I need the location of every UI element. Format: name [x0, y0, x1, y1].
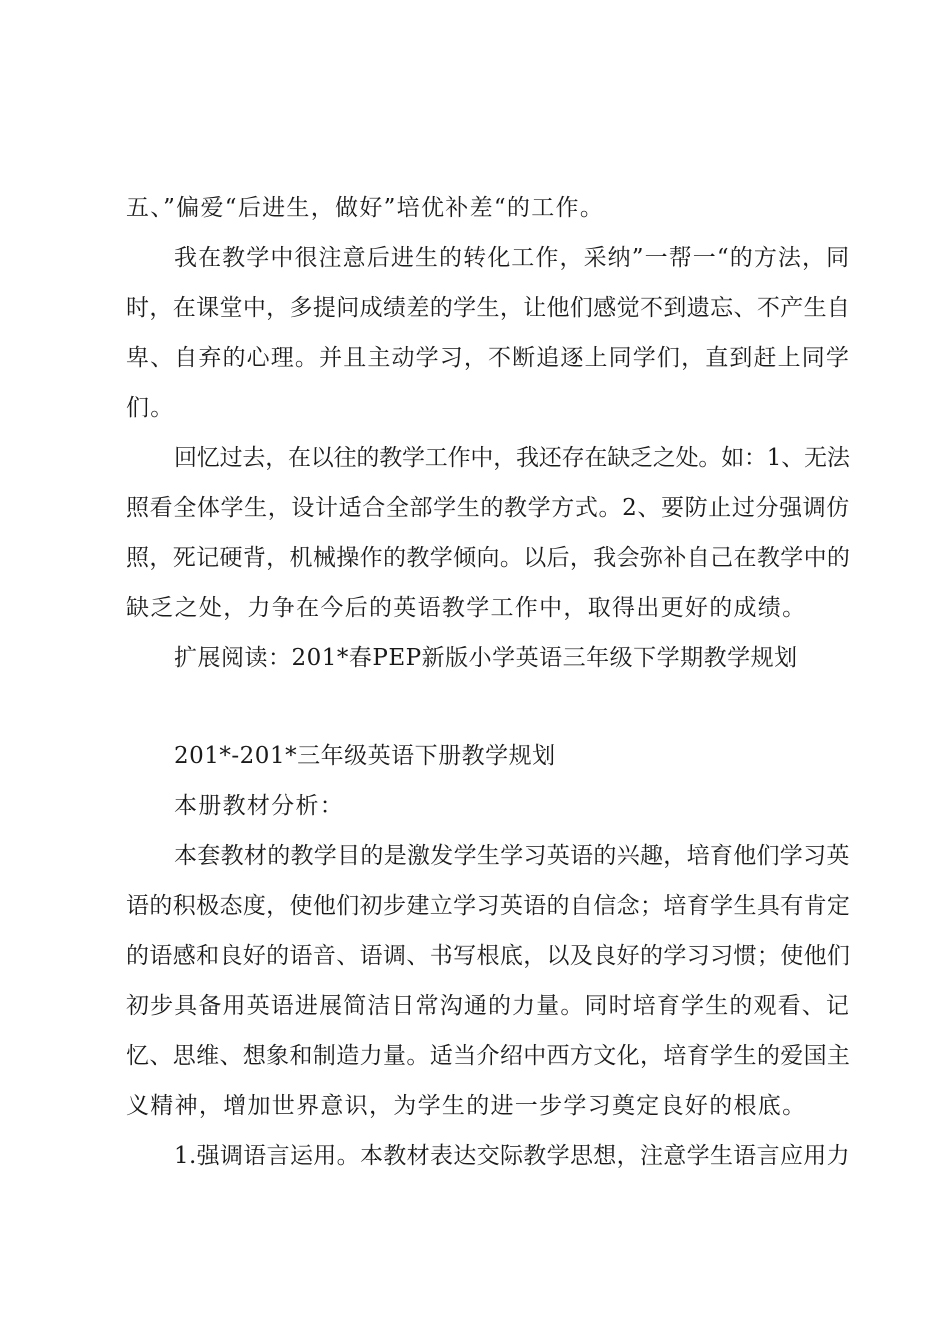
paragraph-line: 照看全体学生，设计适合全部学生的教学方式。2、要防止过分强调仿 [126, 495, 850, 521]
paragraph-line: 初步具备用英语进展简洁日常沟通的力量。同时培育学生的观看、记 [126, 993, 850, 1019]
extended-reading-line: 扩展阅读：201*春PEP新版小学英语三年级下学期教学规划 [174, 645, 798, 671]
paragraph-line: 缺乏之处，力争在今后的英语教学工作中，取得出更好的成绩。 [126, 595, 807, 621]
paragraph-line: 卑、自弃的心理。并且主动学习，不断追逐上同学们，直到赶上同学 [126, 345, 850, 371]
paragraph-line: 回忆过去，在以往的教学工作中，我还存在缺乏之处。如：1、无法 [174, 445, 850, 471]
section-heading: 五、”偏爱“后进生，做好”培优补差“的工作。 [126, 195, 605, 221]
paragraph-line: 忆、思维、想象和制造力量。适当介绍中西方文化，培育学生的爱国主 [126, 1043, 851, 1069]
paragraph-line: 们。 [126, 395, 175, 421]
paragraph-line: 时，在课堂中，多提问成绩差的学生，让他们感觉不到遗忘、不产生自 [126, 295, 851, 321]
paragraph-line: 我在教学中很注意后进生的转化工作，采纳”一帮一“的方法，同 [174, 245, 851, 271]
section-label: 本册教材分析： [174, 793, 345, 819]
numbered-point-line: 1.强调语言运用。本教材表达交际教学思想，注意学生语言应用力 [174, 1143, 850, 1169]
document-title: 201*-201*三年级英语下册教学规划 [174, 743, 556, 769]
paragraph-line: 照，死记硬背，机械操作的教学倾向。以后，我会弥补自己在教学中的 [126, 545, 851, 571]
paragraph-line: 义精神，增加世界意识，为学生的进一步学习奠定良好的根底。 [126, 1093, 807, 1119]
paragraph-line: 语的积极态度，使他们初步建立学习英语的自信念；培育学生具有肯定 [126, 893, 851, 919]
paragraph-line: 本套教材的教学目的是激发学生学习英语的兴趣，培育他们学习英 [174, 843, 850, 869]
paragraph-line: 的语感和良好的语音、语调、书写根底，以及良好的学习习惯；使他们 [126, 943, 851, 969]
